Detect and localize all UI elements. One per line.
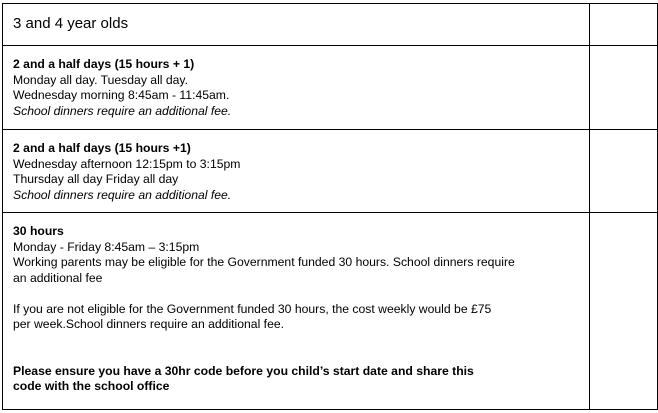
option-side-cell xyxy=(590,46,658,130)
table-title: 3 and 4 year olds xyxy=(13,15,129,32)
option-heading: 2 and a half days (15 hours +1) xyxy=(13,141,191,155)
session-options-table xyxy=(2,3,658,410)
table-row xyxy=(3,213,658,410)
option-line: Thursday all day Friday all day xyxy=(13,172,179,186)
option-note: School dinners require an additional fee. xyxy=(13,187,232,202)
option-line: Monday - Friday 8:45am – 3:15pm xyxy=(13,239,200,254)
option-line: Wednesday morning 8:45am - 11:45am. xyxy=(13,88,230,102)
cost-paragraph-line: If you are not eligible for the Government funded 30 hours, the cost weekly would be £75 xyxy=(13,301,492,316)
option-line: Monday all day. Tuesday all day. xyxy=(13,72,189,87)
option-note: School dinners require an additional fee. xyxy=(13,103,232,118)
option-line: Wednesday afternoon 12:15pm to 3:15pm xyxy=(13,156,241,171)
option-side-cell xyxy=(590,130,658,213)
cost-paragraph-line: per week.School dinners require an additional fee. xyxy=(13,317,285,331)
option-heading: 30 hours xyxy=(13,224,64,238)
table-row xyxy=(3,46,658,130)
header-side-cell xyxy=(590,4,658,46)
option-heading: 2 and a half days (15 hours + 1) xyxy=(13,57,195,71)
option-line: Working parents may be eligible for the Government funded 30 hours. School dinners require xyxy=(13,255,515,269)
table-header-row xyxy=(3,4,658,46)
option-line: an additional fee xyxy=(13,270,103,285)
option-side-cell xyxy=(590,213,658,410)
code-notice-line: code with the school office xyxy=(13,379,170,393)
table-row xyxy=(3,130,658,213)
code-notice-line: Please ensure you have a 30hr code before you child’s start date and share this xyxy=(13,363,474,378)
option-cell xyxy=(3,130,590,213)
option-cell xyxy=(3,213,590,410)
header-cell xyxy=(3,4,590,46)
option-cell xyxy=(3,46,590,130)
